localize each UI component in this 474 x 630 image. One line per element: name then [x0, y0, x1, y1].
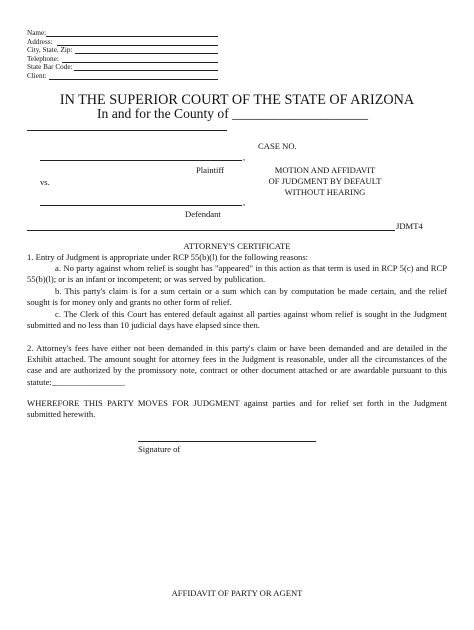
header-field-name[interactable]: Name: [27, 29, 47, 37]
signature-line[interactable] [138, 441, 316, 442]
certificate-item-1c: c. The Clerk of this Court has entered default against all parties against whom relief is sought in the Judgment submitted and no less than 10 judicial days have elapsed since then. [27, 309, 447, 331]
versus-label: vs. [40, 177, 50, 187]
header-field-city-state-zip[interactable]: City, State, Zip: [27, 46, 73, 55]
county-line: In and for the County of ____________________ [97, 106, 369, 121]
header-line-state-bar-code [74, 70, 218, 71]
affidavit-heading: AFFIDAVIT OF PARTY OR AGENT [171, 588, 303, 598]
header-line-telephone [62, 62, 218, 63]
defendant-label: Defendant [185, 209, 221, 219]
form-code: JDMT4 [396, 221, 423, 231]
plaintiff-comma: , [243, 152, 246, 162]
certificate-item-1-intro: 1. Entry of Judgment is appropriate under RCP 55(b)(l) for the following reasons: [27, 252, 309, 262]
motion-title-line-3: WITHOUT HEARING [284, 187, 366, 197]
defendant-name-line[interactable] [40, 205, 242, 206]
plaintiff-name-line[interactable] [40, 160, 242, 161]
header-line-name [46, 36, 218, 37]
header-field-address[interactable]: Address: [27, 37, 53, 46]
caption-bottom-line [27, 230, 395, 231]
certificate-item-1a: a. No party against whom relief is sought has "appeared" in this action as that term is used in RCP 5(c) and RCP 55(b)(l); or is an infant or incompetent; or was served by publication. [27, 263, 447, 285]
header-field-telephone[interactable]: Telephone: [27, 54, 59, 63]
header-line-client [49, 79, 218, 80]
defendant-comma: , [243, 197, 246, 207]
motion-title-line-2: OF JUDGMENT BY DEFAULT [268, 176, 382, 186]
wherefore-paragraph: WHEREFORE THIS PARTY MOVES FOR JUDGMENT against parties and for relief set forth in the Judgment submitted herewith. [27, 398, 447, 420]
signature-label: Signature of [138, 444, 181, 454]
county-separator-line [27, 130, 227, 131]
header-line-city-state-zip [75, 53, 218, 54]
header-field-client[interactable]: Client: [27, 72, 47, 80]
court-title: IN THE SUPERIOR COURT OF THE STATE OF ARIZONA [59, 92, 415, 108]
certificate-item-1b: b. This party's claim is for a sum certain or a sum which can by computation be made certain, and the relief sought is for money only and grants no other form of relief. [27, 286, 447, 308]
header-line-address [57, 45, 218, 46]
certificate-item-2: 2. Attorney's fees have either not been demanded in this party's claim or have been demanded and are detailed in the Exhibit attached. The amount sought for attorney fees in the Judgment is reasonable, under all the circumstances of the case and are authorized by the promissory note, contract or other document attached or are awardable pursuant to this statute:_________________ [27, 343, 447, 387]
case-number-label: CASE NO. [258, 141, 297, 151]
plaintiff-label: Plaintiff [196, 165, 225, 175]
header-field-state-bar-code[interactable]: State Bar Code: [27, 63, 73, 72]
certificate-heading: ATTORNEY'S CERTIFICATE [183, 241, 291, 251]
motion-title-line-1: MOTION AND AFFIDAVIT [274, 165, 376, 175]
